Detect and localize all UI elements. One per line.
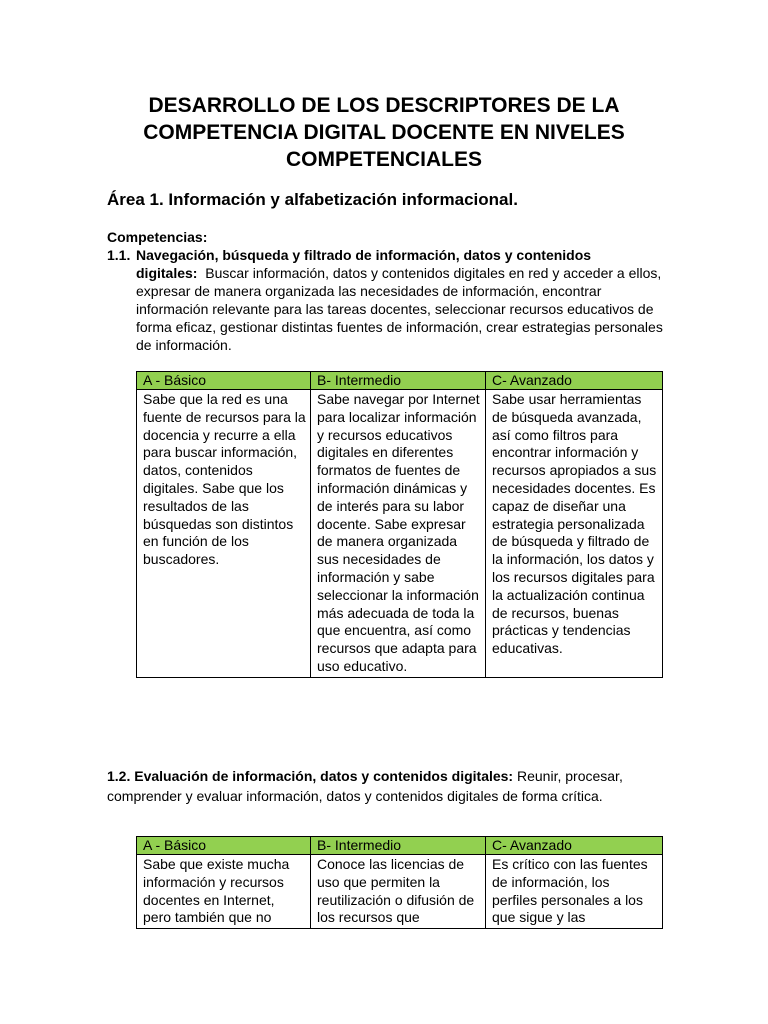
header-advanced: C- Avanzado bbox=[486, 837, 663, 855]
cell-advanced: Es crítico con las fuentes de información, los perfiles personales a los que sigue y las bbox=[486, 855, 663, 929]
title-line: DESARROLLO DE LOS DESCRIPTORES DE LA bbox=[148, 94, 620, 117]
cell-intermediate: Sabe navegar por Internet para localizar información y recursos educativos digitales en diferentes formatos de fuentes de información dinámicas y de interés para su labor docente. Sabe expresar de manera organizada sus necesidades de información y sabe seleccionar la información más adecuada de toda la que encuentra, así como recursos que adapta para uso educativo. bbox=[311, 390, 486, 678]
area-heading: Área 1. Información y alfabetización informacional. bbox=[107, 190, 518, 209]
header-basic: A - Básico bbox=[137, 837, 311, 855]
table-row bbox=[137, 390, 663, 678]
competencies-label: Competencias: bbox=[107, 229, 208, 245]
competency-description: Buscar información, datos y contenidos digitales en red y acceder a ellos, expresar de manera organizada las necesidades de información, encontrar información relevante para las tareas docentes, seleccionar recursos educativos de forma eficaz, gestionar distintas fuentes de información, crear estrategias personales de información. bbox=[136, 265, 663, 353]
cell-advanced: Sabe usar herramientas de búsqueda avanzada, así como filtros para encontrar información y recursos apropiados a sus necesidades docentes. Es capaz de diseñar una estrategia personalizada de búsqueda y filtrado de la información, los datos y los recursos digitales para la actualización continua de recursos, buenas prácticas y tendencias educativas. bbox=[486, 390, 663, 678]
table-row bbox=[137, 855, 663, 929]
table-header-row bbox=[137, 837, 663, 855]
table-header-row bbox=[137, 372, 663, 390]
title-line: COMPETENCIALES bbox=[285, 148, 482, 171]
competency-number: 1.2. bbox=[107, 768, 131, 784]
header-intermediate: B- Intermedio bbox=[311, 372, 486, 390]
competency-title: Evaluación de información, datos y contenidos digitales: bbox=[134, 768, 514, 784]
competency-number: 1.1. bbox=[107, 247, 131, 263]
competency-1-2 bbox=[107, 766, 667, 806]
header-advanced: C- Avanzado bbox=[486, 372, 663, 390]
competency-title-line2: digitales: bbox=[136, 265, 198, 281]
cell-basic: Sabe que existe mucha información y recursos docentes en Internet, pero también que no bbox=[137, 855, 311, 929]
header-basic: A - Básico bbox=[137, 372, 311, 390]
levels-table-1-1 bbox=[136, 371, 663, 678]
levels-table-1-2 bbox=[136, 836, 663, 929]
cell-basic: Sabe que la red es una fuente de recursos para la docencia y recurre a ella para buscar información, datos, contenidos digitales. Sabe que los resultados de las búsquedas son distintos en función de los buscadores. bbox=[137, 390, 311, 678]
competency-description: Reunir, procesar, comprender y evaluar información, datos y contenidos digitales de forma crítica. bbox=[107, 768, 623, 804]
cell-intermediate: Conoce las licencias de uso que permiten la reutilización o difusión de los recursos que bbox=[311, 855, 486, 929]
competency-1-1 bbox=[107, 246, 667, 354]
header-intermediate: B- Intermedio bbox=[311, 837, 486, 855]
page-title bbox=[100, 92, 668, 173]
title-line: COMPETENCIA DIGITAL DOCENTE EN NIVELES bbox=[143, 121, 625, 144]
competency-title-line1: Navegación, búsqueda y filtrado de información, datos y contenidos bbox=[136, 247, 592, 263]
